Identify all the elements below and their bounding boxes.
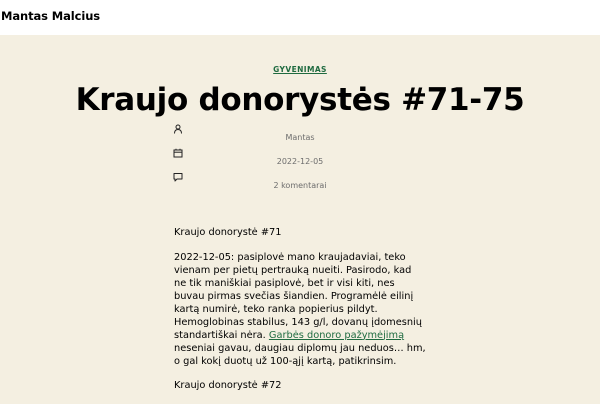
content-paragraph [174, 251, 426, 368]
paragraph-text: neseniai gavau, daugiau diplomų jau neduos… hm, o gal kokį duotų už 100-ąjį kartą, patikrinsim. [174, 342, 426, 367]
post-meta-comments [0, 172, 600, 190]
post-meta-author [0, 124, 600, 142]
date-link[interactable]: 2022-12-05 [276, 157, 324, 166]
site-header [0, 0, 600, 35]
content-heading: Kraujo donorystė #72 [174, 380, 282, 391]
post-title: Kraujo donorystės #71-75 [75, 82, 525, 118]
author-link[interactable]: Mantas [285, 133, 315, 142]
paragraph-text: 2022-12-05: pasiplovė mano kraujadaviai, teko vienam per pietų pertrauką nueiti. Pasirodo, kad ne tik maniškiai pasiplovė, bet ir visi kiti, nes buvau pirmas svečias šiandien. Programėlė eilinį kartą numirė, teko ranka popierius pildyt. Hemoglobinas stabilus, 143 g/l, dovanų įdomesnių standartiškai nėra. [174, 251, 422, 341]
post-content [174, 226, 426, 404]
post-meta-date [0, 148, 600, 166]
donor-certificate-link[interactable]: Garbės donoro pažymėjimą [268, 329, 405, 341]
content-heading: Kraujo donorystė #71 [174, 227, 282, 238]
category-link[interactable]: GYVENIMAS [273, 65, 327, 74]
site-title-link[interactable]: Mantas Malcius [1, 9, 101, 23]
comments-link[interactable]: 2 komentarai [273, 181, 327, 190]
